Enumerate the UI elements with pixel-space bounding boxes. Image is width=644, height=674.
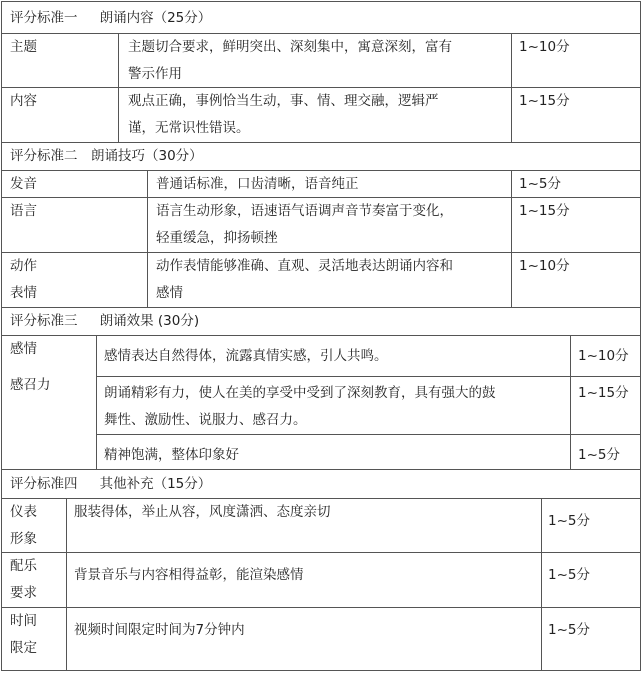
row-description: 背景音乐与内容相得益彰，能渲染感情 — [74, 567, 304, 583]
row-score: 1~5分 — [578, 447, 620, 463]
divider — [1, 607, 641, 608]
divider — [511, 33, 512, 142]
row-score: 1~15分 — [578, 385, 629, 401]
section-header: 评分标准三 朗诵效果 (30分) — [10, 313, 200, 329]
row-description: 观点正确，事例恰当生动，事、情、理交融，逻辑严 — [128, 93, 439, 109]
divider — [1, 335, 641, 336]
row-score: 1~5分 — [548, 622, 590, 638]
divider — [541, 498, 542, 671]
row-score: 1~10分 — [578, 348, 629, 364]
row-label: 限定 — [10, 640, 37, 656]
divider — [570, 335, 571, 469]
row-description: 警示作用 — [128, 66, 182, 82]
divider — [511, 170, 512, 307]
row-description: 主题切合要求，鲜明突出、深刻集中，寓意深刻，富有 — [128, 39, 452, 55]
row-description: 视频时间限定时间为7分钟内 — [74, 622, 245, 638]
row-score: 1~5分 — [548, 567, 590, 583]
row-label: 配乐 — [10, 558, 37, 574]
divider — [96, 434, 641, 435]
row-description: 感情表达自然得体，流露真情实感，引人共鸣。 — [104, 348, 388, 364]
row-label: 主题 — [10, 39, 37, 55]
row-description: 普通话标准，口齿清晰，语音纯正 — [156, 176, 359, 192]
row-label: 要求 — [10, 585, 37, 601]
row-description: 谨，无常识性错误。 — [128, 120, 250, 136]
row-description: 语言生动形象，语速语气语调声音节奏富于变化， — [156, 203, 453, 219]
row-label: 感情 — [10, 341, 37, 357]
row-label: 表情 — [10, 285, 37, 301]
divider — [147, 170, 148, 307]
row-score: 1~15分 — [519, 203, 570, 219]
row-description: 轻重缓急，抑扬顿挫 — [156, 230, 278, 246]
divider — [1, 469, 641, 470]
row-label: 时间 — [10, 613, 37, 629]
divider — [1, 552, 641, 553]
row-description: 朗诵精彩有力，使人在美的享受中受到了深刻教育，具有强大的鼓 — [104, 385, 496, 401]
row-description: 感情 — [156, 285, 183, 301]
section-header: 评分标准四 其他补充（15分） — [10, 476, 212, 492]
row-label: 动作 — [10, 258, 37, 274]
row-score: 1~5分 — [519, 176, 561, 192]
divider — [66, 498, 67, 671]
row-description: 服装得体，举止从容，风度潇洒、态度亲切 — [74, 504, 331, 520]
row-label: 仪表 — [10, 504, 37, 520]
row-score: 1~5分 — [548, 513, 590, 529]
row-label: 形象 — [10, 531, 37, 547]
row-score: 1~10分 — [519, 258, 570, 274]
row-score: 1~10分 — [519, 39, 570, 55]
row-score: 1~15分 — [519, 93, 570, 109]
row-description: 动作表情能够准确、直观、灵活地表达朗诵内容和 — [156, 258, 453, 274]
section-header: 评分标准一 朗诵内容（25分） — [10, 10, 212, 26]
row-label: 内容 — [10, 93, 37, 109]
row-label: 语言 — [10, 203, 37, 219]
row-label: 发音 — [10, 176, 37, 192]
row-description: 精神饱满，整体印象好 — [104, 447, 239, 463]
row-description: 舞性、激励性、说服力、感召力。 — [104, 412, 307, 428]
row-label: 感召力 — [10, 377, 51, 393]
divider — [96, 335, 97, 469]
divider — [118, 33, 119, 142]
divider — [96, 376, 641, 377]
section-header: 评分标准二 朗诵技巧（30分） — [10, 148, 203, 164]
